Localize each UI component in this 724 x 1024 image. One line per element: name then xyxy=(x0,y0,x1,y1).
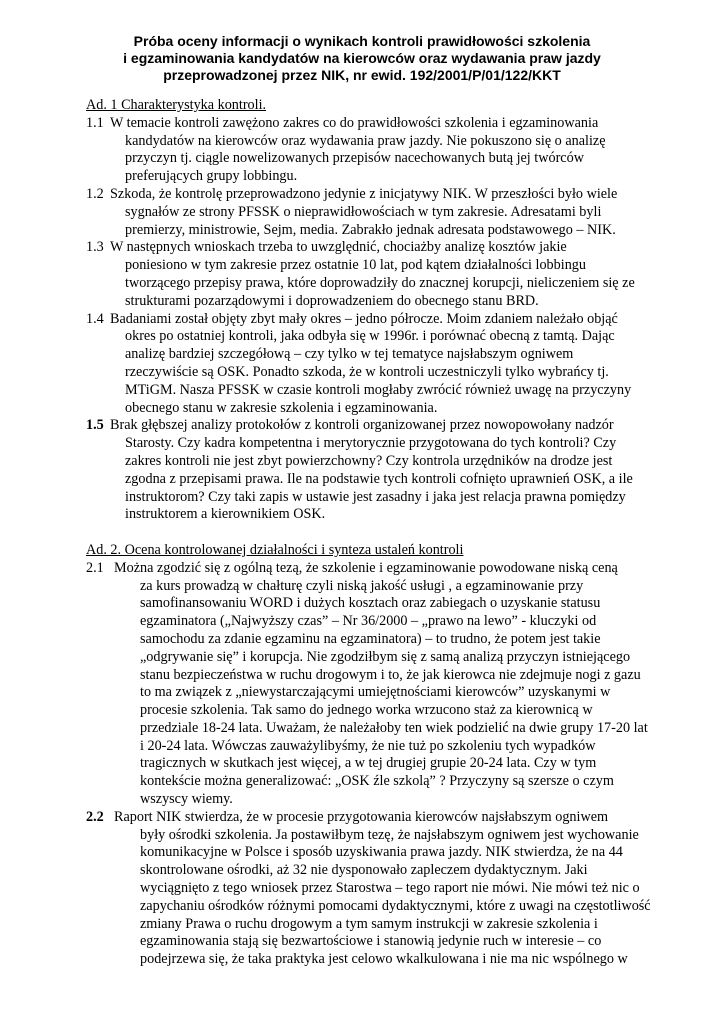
text-line: egzaminatora („Najwyższy czas” – Nr 36/2000 – „prawo na lewo” - kluczyki od xyxy=(140,613,597,630)
paragraph-number: 1.1 xyxy=(86,114,104,131)
section-1-heading: Ad. 1 Charakterystyka kontroli. xyxy=(86,97,267,113)
text-line: przyczyn tj. ciągle nowelizowanych przepisów nacechowanych butą jej twórców xyxy=(125,150,584,167)
text-line: egzaminowania stają się bezwartościowe i stanowią jedynie ruch w interesie – co xyxy=(140,933,602,950)
paragraph-number: 1.2 xyxy=(86,185,104,202)
text-line: premierzy, ministrowie, Sejm, media. Zabrakło jednak adresata podstawowego – NIK. xyxy=(125,221,616,238)
text-line: sygnałów ze strony PFSSK o nieprawidłowościach w tym zakresie. Adresatami byli xyxy=(125,203,602,220)
section-2-heading: Ad. 2. Ocena kontrolowanej działalności i synteza ustaleń kontroli xyxy=(86,541,464,558)
text-line: MTiGM. Nasza PFSSK w czasie kontroli mogłaby zwrócić również uwagę na przyczyny xyxy=(125,381,632,398)
text-line: to ma związek z „niewystarczającymi umiejętnościami kierowców” uzyskanymi w xyxy=(140,684,611,701)
title-line: Próba oceny informacji o wynikach kontroli prawidłowości szkolenia xyxy=(133,33,591,49)
title-line: przeprowadzonej przez NIK, nr ewid. 192/2001/P/01/122/KKT xyxy=(163,67,561,83)
text-line: preferujących grupy lobbingu. xyxy=(125,168,298,185)
text-line: W temacie kontroli zawężono zakres co do prawidłowości szkolenia i egzaminowania xyxy=(110,114,599,131)
text-line: kontekście można generalizować: „OSK źle szkolą” ? Przyczyny są szersze o czym xyxy=(140,773,614,790)
text-line: podejrzewa się, że taka praktyka jest celowo wkalkulowana i nie ma nic wspólnego w xyxy=(140,951,628,968)
text-line: instruktorem a kierownikiem OSK. xyxy=(125,506,326,523)
paragraph-1-4 xyxy=(86,311,646,418)
paragraph-1-1 xyxy=(86,115,646,186)
text-line: zmiany Prawa o ruchu drogowym a tym samym instrukcji w zakresie szkolenia i xyxy=(140,915,598,932)
text-line: wyciągnięto z tego wniosek przez Starostwa – tego raport nie mówi. Nie mówi też nic o xyxy=(140,880,640,897)
text-line: za kurs prowadzą w chałturę czyli niską jakość usługi , a egzaminowanie przy xyxy=(140,577,584,594)
text-line: Szkoda, że kontrolę przeprowadzono jedynie z inicjatywy NIK. W przeszłości było wiele xyxy=(110,185,618,202)
text-line: były ośrodki szkolenia. Ja postawiłbym tezę, że najsłabszym ogniwem jest wychowanie xyxy=(140,826,639,843)
text-line: stanu bezpieczeństwa w ruchu drogowym i to, że jak kierowca nie zdejmuje nogi z gazu xyxy=(140,666,641,683)
text-line: komunikacyjne w Polsce i sposób uzyskiwania prawa jazdy. NIK stwierdza, że na 44 xyxy=(140,844,623,861)
paragraph-2-1 xyxy=(86,560,646,809)
text-line: zgodna z przepisami prawa. Ile na podstawie tych kontroli cofnięto uprawnień OSK, a ile xyxy=(125,470,633,487)
text-line: „odgrywanie się” i korupcja. Nie zgodziłbym się z samą analizą przyczyn istniejącego xyxy=(140,648,631,665)
document-title xyxy=(60,33,664,84)
text-line: poniesiono w tym zakresie przez ostatnie 10 lat, pod kątem działalności lobbingu xyxy=(125,257,586,274)
text-line: samochodu za zdanie egzaminu na egzaminatora) – to trudno, że potem jest takie xyxy=(140,630,601,647)
paragraph-1-2 xyxy=(86,186,646,239)
paragraph-2-2 xyxy=(86,808,651,969)
text-line: obecnego stanu w zakresie szkolenia i egzaminowania. xyxy=(125,399,438,416)
text-line: Brak głębszej analizy protokołów z kontroli organizowanej przez nowopowołany nadzór xyxy=(110,417,614,434)
paragraph-number: 1.5 xyxy=(86,417,104,434)
text-line: procesie szkolenia. Tak samo do jednego worka wrzucono staż za kierownicą w xyxy=(140,702,593,719)
document-body xyxy=(86,97,651,969)
text-line: przedziale 18-24 lata. Uważam, że należałoby ten wiek podzielić na dwie grupy 17-20 lat xyxy=(140,719,648,736)
text-line: instruktorom? Czy taki zapis w ustawie jest zasadny i jaka jest relacja prawna pomiędzy xyxy=(125,488,626,505)
text-line: zakres kontroli nie jest zbyt powierzchowny? Czy kontrola urzędników na drodze jest xyxy=(125,452,613,469)
text-line: kandydatów na kierowców oraz wydawania praw jazdy. Nie pokuszono się o analizę xyxy=(125,132,606,149)
text-line: Raport NIK stwierdza, że w procesie przygotowania kierowców najsłabszym ogniwem xyxy=(114,808,609,825)
text-line: Można zgodzić się z ogólną tezą, że szkolenie i egzaminowanie powodowane niską ceną xyxy=(114,559,618,576)
text-line: Badaniami został objęty zbyt mały okres – jedno półrocze. Moim zdaniem należało objąć xyxy=(110,310,618,327)
paragraph-number: 1.3 xyxy=(86,239,104,256)
text-line: okres po ostatniej kontroli, jaka odbyła się w 1996r. i porównać obecną z tamtą. Dając xyxy=(125,328,615,345)
text-line: skontrolowane ośrodki, aż 32 nie dysponowało zapleczem dydaktycznym. Jaki xyxy=(140,862,588,879)
text-line: analizę bardziej szczegółową – czy tylko w tej tematyce najsłabszym ogniwem xyxy=(125,346,574,363)
text-line: W następnych wnioskach trzeba to uwzględnić, chociażby analizę kosztów jakie xyxy=(110,239,567,256)
text-line: tragicznych w skutkach jest więcej, a w tej drugiej grupie 20-24 lata. Czy w tym xyxy=(140,755,597,772)
title-line: i egzaminowania kandydatów na kierowców oraz wydawania praw jazdy xyxy=(123,50,601,66)
text-line: rzeczywiście są OSK. Ponadto szkoda, że w kontroli uczestniczyli tylko wybrańcy tj. xyxy=(125,363,609,380)
text-line: wszyscy wiemy. xyxy=(140,791,233,808)
text-line: tworzącego przepisy prawa, które doprowadziły do znacznej korupcji, nieliczeniem się ze xyxy=(125,274,635,291)
paragraph-1-3 xyxy=(86,239,646,310)
text-line: strukturami pozarządowymi i doprowadzeniem do obecnego stanu BRD. xyxy=(125,292,539,309)
text-line: Starosty. Czy kadra kompetentna i merytorycznie przygotowana do tych kontroli? Czy xyxy=(125,435,617,452)
paragraph-number: 2.1 xyxy=(86,559,104,576)
paragraph-1-5 xyxy=(86,417,646,524)
paragraph-number: 2.2 xyxy=(86,808,104,825)
text-line: zapychaniu ośrodków różnymi pomocami dydaktycznymi, które z uwagi na częstotliwość xyxy=(140,897,651,914)
spacer xyxy=(86,524,646,542)
text-line: i 20-24 lata. Wówczas zauważylibyśmy, że nie tuż po szkoleniu tych wypadków xyxy=(140,737,596,754)
paragraph-number: 1.4 xyxy=(86,310,104,327)
text-line: samofinansowaniu WORD i dużych kosztach oraz zabiegach o uzyskanie statusu xyxy=(140,595,601,612)
